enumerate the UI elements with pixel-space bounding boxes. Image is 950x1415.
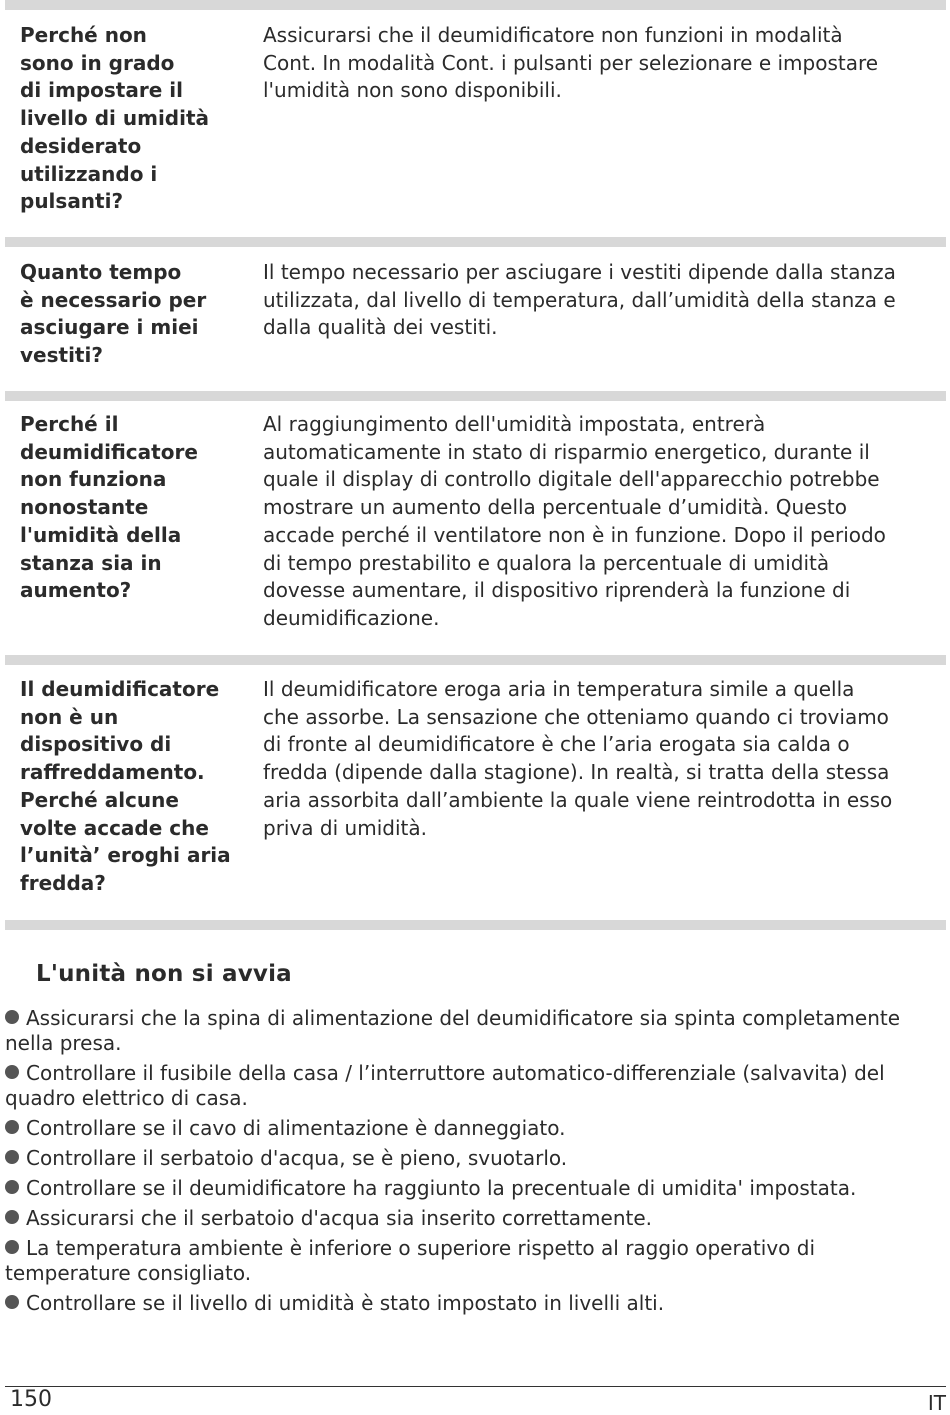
page-number: 150 <box>10 1387 52 1412</box>
bullet-icon <box>5 1150 19 1164</box>
bullet-icon <box>5 1210 19 1224</box>
faq-answer: Il tempo necessario per asciugare i vestiti dipende dalla stanza utilizzata, dal livello di temperatura, dall’umidità della stanza e dalla qualità dei vestiti. <box>263 260 896 340</box>
row-separator <box>5 391 946 401</box>
faq-question: Quanto tempo è necessario per asciugare i miei vestiti? <box>20 260 207 368</box>
list-item-text: Assicurarsi che la spina di alimentazione del deumidificatore sia spinta completamente nella presa. <box>5 1006 901 1055</box>
list-item <box>5 1116 935 1141</box>
row-separator <box>5 0 946 10</box>
bullet-icon <box>5 1010 19 1024</box>
faq-question: Il deumidificatore non è un dispositivo di raffreddamento. Perché alcune volte accade che l’unità’ eroghi aria fredda? <box>20 677 231 895</box>
list-item-text: Controllare se il cavo di alimentazione è danneggiato. <box>26 1116 566 1140</box>
list-item <box>5 1176 935 1201</box>
list-item-text: La temperatura ambiente è inferiore o superiore rispetto al raggio operativo di temperature consigliato. <box>5 1236 816 1285</box>
faq-answer: Il deumidificatore eroga aria in temperatura simile a quella che assorbe. La sensazione che otteniamo quando ci troviamo di fronte al deumidificatore è che l’aria erogata sia calda o fredda (dipende dalla stagione). In realtà, si tratta della stessa aria assorbita dall’ambiente la quale viene reintrodotta in esso priva di umidità. <box>263 677 893 840</box>
list-item-text: Assicurarsi che il serbatoio d'acqua sia inserito correttamente. <box>26 1206 653 1230</box>
list-item <box>5 1146 935 1171</box>
faq-question: Perché non sono in grado di impostare il livello di umidità desiderato utilizzando i pulsanti? <box>20 23 210 214</box>
bullet-icon <box>5 1120 19 1134</box>
list-item <box>5 1291 935 1316</box>
list-item-text: Controllare il serbatoio d'acqua, se è pieno, svuotarlo. <box>26 1146 568 1170</box>
list-item <box>5 1061 935 1111</box>
bullet-icon <box>5 1240 19 1254</box>
troubleshooting-list <box>5 1006 935 1321</box>
bullet-icon <box>5 1295 19 1309</box>
bullet-icon <box>5 1065 19 1079</box>
footer-divider <box>5 1386 946 1387</box>
list-item-text: Controllare il fusibile della casa / l’interruttore automatico-differenziale (salvavita) del quadro elettrico di casa. <box>5 1061 885 1110</box>
faq-question: Perché il deumidificatore non funziona nonostante l'umidità della stanza sia in aumento? <box>20 412 198 603</box>
language-code: IT <box>927 1391 946 1415</box>
list-item-text: Controllare se il deumidificatore ha raggiunto la precentuale di umidita' impostata. <box>26 1176 857 1200</box>
list-item-text: Controllare se il livello di umidità è stato impostato in livelli alti. <box>26 1291 665 1315</box>
list-item <box>5 1006 935 1056</box>
faq-answer: Assicurarsi che il deumidificatore non funzioni in modalità Cont. In modalità Cont. i pulsanti per selezionare e impostare l'umidità non sono disponibili. <box>263 23 879 103</box>
section-heading: L'unità non si avvia <box>36 961 292 987</box>
row-separator <box>5 237 946 247</box>
bullet-icon <box>5 1180 19 1194</box>
row-separator <box>5 920 946 930</box>
list-item <box>5 1206 935 1231</box>
faq-answer: Al raggiungimento dell'umidità impostata, entrerà automaticamente in stato di risparmio energetico, durante il quale il display di controllo digitale dell'apparecchio potrebbe mostrare un aumento della percentuale d’umidità. Questo accade perché il ventilatore non è in funzione. Dopo il periodo di tempo prestabilito e qualora la percentuale di umidità dovesse aumentare, il dispositivo riprenderà la funzione di deumidificazione. <box>263 412 886 630</box>
list-item <box>5 1236 935 1286</box>
row-separator <box>5 655 946 665</box>
